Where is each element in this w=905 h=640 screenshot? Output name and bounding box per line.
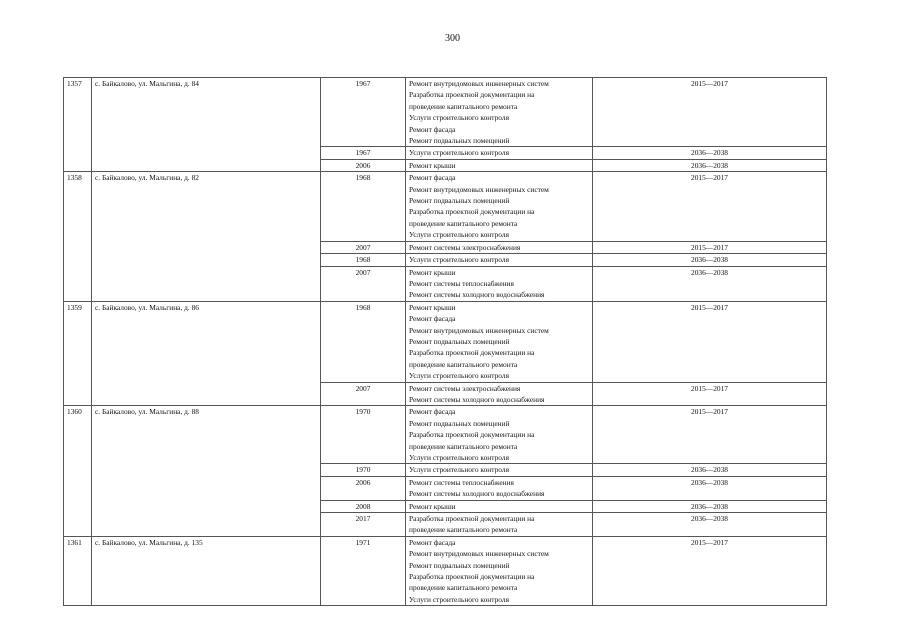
- work-types-cell: [406, 536, 593, 605]
- work-types-cell: [406, 406, 593, 464]
- work-item: Разработка проектной документации на: [409, 430, 535, 440]
- period-cell: 2036—2038: [593, 254, 827, 266]
- work-item: Ремонт системы электроснабжения: [409, 383, 521, 393]
- work-item: Ремонт подвальных помещений: [409, 136, 510, 146]
- entry-number: 1361: [64, 536, 92, 605]
- page-number: 300: [445, 33, 460, 44]
- work-types-cell: [406, 301, 593, 382]
- work-item: Ремонт подвальных помещений: [409, 336, 510, 346]
- period-cell: 2036—2038: [593, 464, 827, 476]
- work-item: Ремонт подвальных помещений: [409, 418, 510, 428]
- year-cell: 1971: [321, 536, 406, 605]
- work-types-cell: [406, 147, 593, 159]
- period-cell: 2015—2017: [593, 301, 827, 382]
- work-item: проведение капитального ремонта: [409, 583, 518, 593]
- work-item: Ремонт фасада: [409, 124, 456, 134]
- work-item: Ремонт фасада: [409, 314, 456, 324]
- entry-number: 1358: [64, 172, 92, 301]
- entry-number: 1359: [64, 301, 92, 406]
- work-types-cell: [406, 500, 593, 512]
- work-item: Разработка проектной документации на: [409, 207, 535, 217]
- work-item: Разработка проектной документации на: [409, 90, 535, 100]
- work-item: Ремонт внутридомовых инженерных систем: [409, 184, 549, 194]
- work-types-cell: [406, 78, 593, 147]
- work-item: Услуги строительного контроля: [409, 230, 509, 240]
- year-cell: 2007: [321, 266, 406, 301]
- work-item: Ремонт фасада: [409, 407, 456, 417]
- table-row: [64, 406, 827, 464]
- work-item: Ремонт подвальных помещений: [409, 196, 510, 206]
- work-types-cell: [406, 266, 593, 301]
- work-item: Ремонт системы теплоснабжения: [409, 278, 514, 288]
- work-item: Ремонт системы холодного водоснабжения: [409, 290, 545, 300]
- entry-number: 1357: [64, 78, 92, 172]
- year-cell: 2017: [321, 513, 406, 537]
- year-cell: 1970: [321, 464, 406, 476]
- year-cell: 1968: [321, 301, 406, 382]
- work-types-cell: [406, 464, 593, 476]
- period-cell: 2015—2017: [593, 172, 827, 241]
- work-item: Услуги строительного контроля: [409, 113, 509, 123]
- table-row: [64, 536, 827, 605]
- work-item: Ремонт подвальных помещений: [409, 560, 510, 570]
- year-cell: 1968: [321, 254, 406, 266]
- period-cell: 2036—2038: [593, 159, 827, 171]
- building-address: с. Байкалово, ул. Мальгина, д. 86: [92, 301, 321, 406]
- year-cell: 1968: [321, 172, 406, 241]
- year-cell: 2007: [321, 382, 406, 406]
- work-types-cell: [406, 254, 593, 266]
- work-types-cell: [406, 172, 593, 241]
- period-cell: 2015—2017: [593, 382, 827, 406]
- period-cell: 2036—2038: [593, 513, 827, 537]
- work-item: Услуги строительного контроля: [409, 594, 509, 604]
- entry-number: 1360: [64, 406, 92, 536]
- work-item: Разработка проектной документации на: [409, 514, 535, 524]
- period-cell: 2015—2017: [593, 536, 827, 605]
- year-cell: 2006: [321, 159, 406, 171]
- year-cell: 2007: [321, 241, 406, 253]
- work-item: проведение капитального ремонта: [409, 525, 518, 535]
- work-item: Услуги строительного контроля: [409, 465, 509, 475]
- table-row: [64, 301, 827, 382]
- work-item: Ремонт крыши: [409, 501, 456, 511]
- work-types-cell: [406, 476, 593, 500]
- work-item: Ремонт крыши: [409, 267, 456, 277]
- work-item: Разработка проектной документации на: [409, 572, 535, 582]
- period-cell: 2015—2017: [593, 406, 827, 464]
- building-address: с. Байкалово, ул. Мальгина, д. 82: [92, 172, 321, 301]
- work-item: Ремонт крыши: [409, 302, 456, 312]
- building-address: с. Байкалово, ул. Мальгина, д. 135: [92, 536, 321, 605]
- work-types-cell: [406, 159, 593, 171]
- work-item: Ремонт внутридомовых инженерных систем: [409, 325, 549, 335]
- table-row: [64, 78, 827, 147]
- work-item: Ремонт системы холодного водоснабжения: [409, 489, 545, 499]
- period-cell: 2015—2017: [593, 241, 827, 253]
- work-types-cell: [406, 382, 593, 406]
- work-item: Ремонт крыши: [409, 160, 456, 170]
- work-item: проведение капитального ремонта: [409, 218, 518, 228]
- year-cell: 2006: [321, 476, 406, 500]
- work-types-cell: [406, 513, 593, 537]
- work-item: Услуги строительного контроля: [409, 453, 509, 462]
- work-item: Услуги строительного контроля: [409, 255, 509, 265]
- year-cell: 1967: [321, 147, 406, 159]
- work-types-cell: [406, 241, 593, 253]
- year-cell: 2008: [321, 500, 406, 512]
- work-item: Ремонт системы электроснабжения: [409, 242, 521, 252]
- work-item: Разработка проектной документации на: [409, 348, 535, 358]
- year-cell: 1970: [321, 406, 406, 464]
- period-cell: 2036—2038: [593, 266, 827, 301]
- work-item: Ремонт фасада: [409, 537, 456, 547]
- work-item: Услуги строительного контроля: [409, 148, 509, 158]
- period-cell: 2036—2038: [593, 500, 827, 512]
- building-address: с. Байкалово, ул. Мальгина, д. 84: [92, 78, 321, 172]
- work-item: Ремонт системы теплоснабжения: [409, 477, 514, 487]
- table-row: [64, 172, 827, 241]
- work-item: проведение капитального ремонта: [409, 441, 518, 451]
- period-cell: 2015—2017: [593, 78, 827, 147]
- work-item: Ремонт системы холодного водоснабжения: [409, 394, 545, 404]
- work-item: проведение капитального ремонта: [409, 101, 518, 111]
- work-item: Ремонт внутридомовых инженерных систем: [409, 549, 549, 559]
- work-item: проведение капитального ремонта: [409, 359, 518, 369]
- year-cell: 1967: [321, 78, 406, 147]
- work-item: Ремонт фасада: [409, 173, 456, 183]
- period-cell: 2036—2038: [593, 147, 827, 159]
- work-item: Услуги строительного контроля: [409, 371, 509, 381]
- work-item: Ремонт внутридомовых инженерных систем: [409, 79, 549, 88]
- period-cell: 2036—2038: [593, 476, 827, 500]
- repair-schedule-table: [63, 77, 827, 606]
- building-address: с. Байкалово, ул. Мальгина, д. 88: [92, 406, 321, 536]
